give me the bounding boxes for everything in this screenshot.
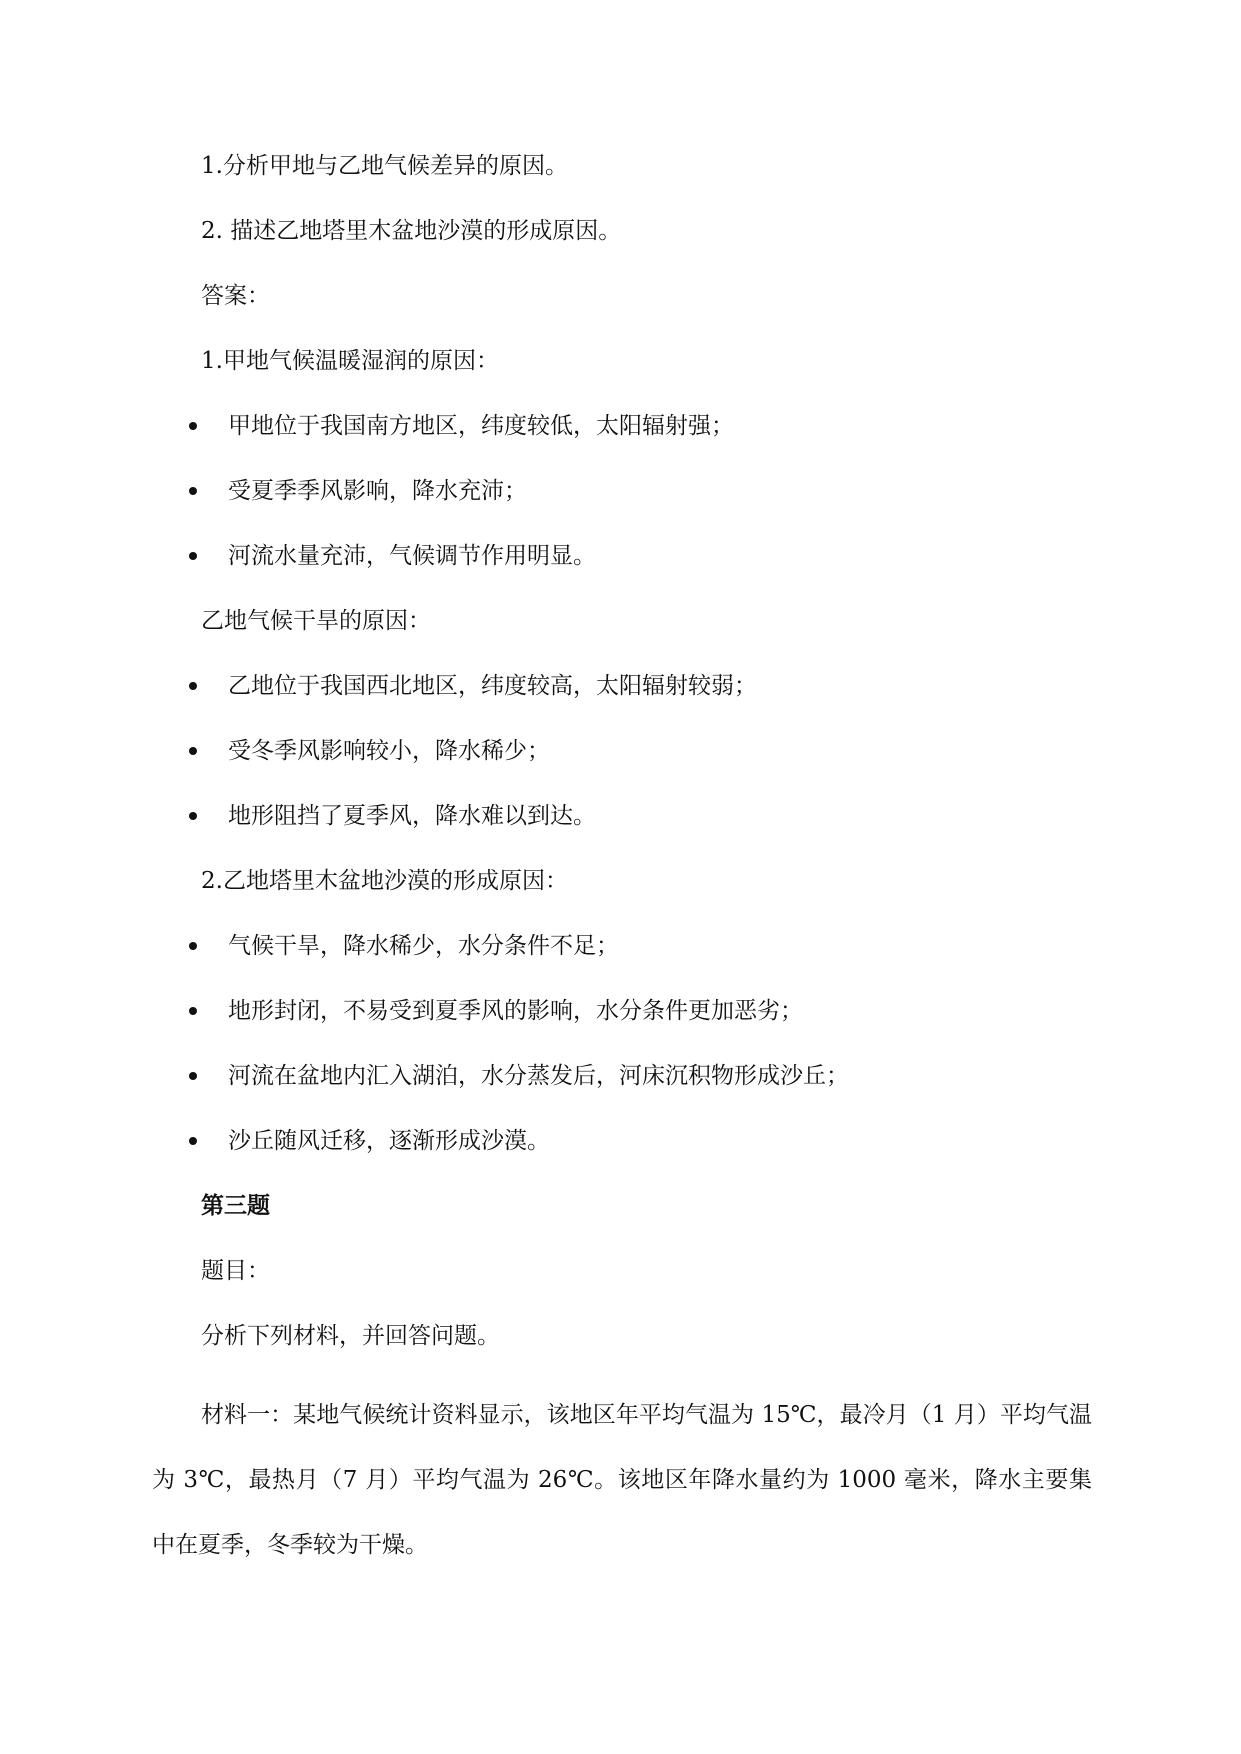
list-item	[152, 733, 1092, 798]
instruction-text: 分析下列材料，并回答问题。	[201, 1323, 500, 1349]
list-item-text: 受夏季季风影响，降水充沛；	[228, 478, 527, 504]
list-item-text: 河流在盆地内汇入湖泊，水分蒸发后，河床沉积物形成沙丘；	[228, 1063, 849, 1089]
list-item-text: 甲地位于我国南方地区，纬度较低，太阳辐射强；	[228, 413, 734, 439]
bullet-icon	[189, 487, 197, 495]
answer-part1b-title: 乙地气候干旱的原因：	[201, 608, 431, 634]
section-3-heading: 第三题	[201, 1193, 270, 1219]
question-1: 1.分析甲地与乙地气候差异的原因。	[201, 153, 568, 179]
list-item	[152, 993, 1092, 1058]
list-item	[152, 1123, 1092, 1188]
bullet-icon	[189, 422, 197, 430]
question-2: 2. 描述乙地塔里木盆地沙漠的形成原因。	[201, 218, 622, 244]
list-item	[152, 798, 1092, 863]
list-item	[152, 928, 1092, 993]
bullet-icon	[189, 1007, 197, 1015]
list-item	[152, 668, 1092, 733]
bullet-icon	[189, 1072, 197, 1080]
list-item-text: 受冬季风影响较小，降水稀少；	[228, 738, 550, 764]
bullet-icon	[189, 747, 197, 755]
bullet-icon	[189, 552, 197, 560]
list-item	[152, 1058, 1092, 1123]
list-item-text: 乙地位于我国西北地区，纬度较高，太阳辐射较弱；	[228, 673, 757, 699]
answer-part2-title: 2.乙地塔里木盆地沙漠的形成原因：	[201, 868, 568, 894]
answer-part1-title: 1.甲地气候温暖湿润的原因：	[201, 348, 499, 374]
list-item-text: 河流水量充沛，气候调节作用明显。	[228, 543, 596, 569]
document-body	[152, 148, 1092, 1578]
bullet-icon	[189, 942, 197, 950]
list-item-text: 气候干旱，降水稀少，水分条件不足；	[228, 933, 619, 959]
bullet-icon	[189, 682, 197, 690]
answer-label: 答案：	[201, 283, 270, 309]
list-item	[152, 538, 1092, 603]
list-item	[152, 408, 1092, 473]
bullet-icon	[189, 1137, 197, 1145]
bullet-icon	[189, 812, 197, 820]
material-1-paragraph: 材料一：某地气候统计资料显示，该地区年平均气温为 15℃，最冷月（1 月）平均气温为 3℃，最热月（7 月）平均气温为 26℃。该地区年降水量约为 1000 毫米，降水主要集中在夏季，冬季较为干燥。	[152, 1402, 1092, 1558]
list-item-text: 沙丘随风迁移，逐渐形成沙漠。	[228, 1128, 550, 1154]
list-item	[152, 473, 1092, 538]
list-item-text: 地形阻挡了夏季风，降水难以到达。	[228, 803, 596, 829]
topic-label: 题目：	[201, 1258, 270, 1284]
list-item-text: 地形封闭，不易受到夏季风的影响，水分条件更加恶劣；	[228, 998, 803, 1024]
